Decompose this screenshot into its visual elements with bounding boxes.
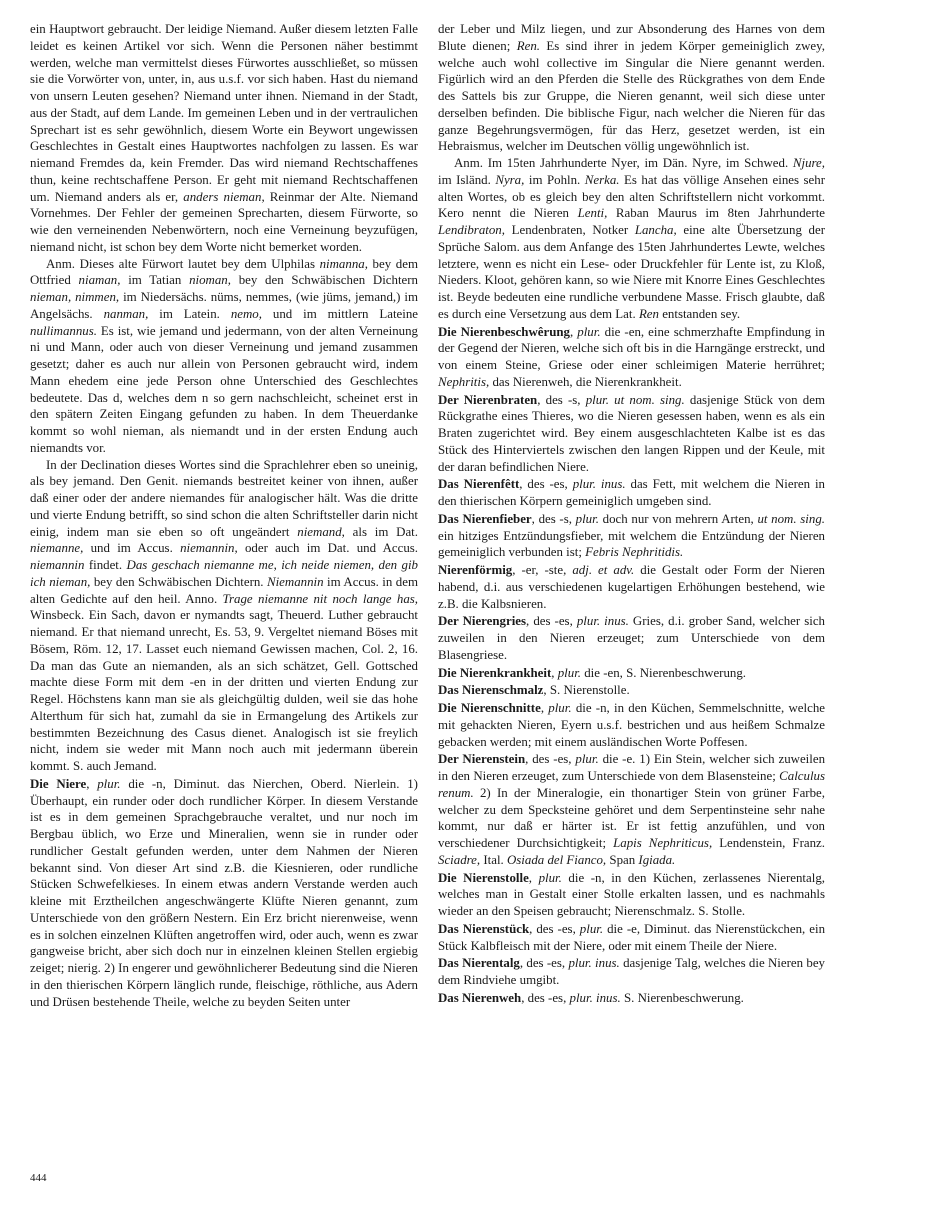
italic-text: plur. [575,752,599,767]
italic-text: Trage niemanne nit noch lange has, [222,591,418,606]
text-run: das Fett, mit welchem die Nieren in den thierischen Körpern gemeiniglich umgeben sind. [438,477,825,508]
text-run: , des -es, [521,990,570,1005]
dictionary-entry [438,700,825,750]
dictionary-entry [438,665,825,682]
annotation-paragraph [438,155,825,323]
text-run: , S. Nierenstolle. [543,683,630,698]
italic-text: plur. [579,921,604,936]
text-run: , des -s, [531,511,576,526]
text-run: dasjenige Talg, welches die Nieren bey dem Rindviehe umgibt. [438,956,825,987]
text-run: S. Nierenbeschwerung. [620,990,744,1005]
text-run: , [528,870,539,885]
dictionary-entry [438,476,825,510]
italic-text: plur. [548,701,572,715]
entry-headword: Das Nierenschmalz [438,683,544,698]
entry-headword: Die Nierenkrankheit [438,665,552,680]
italic-text: Igiada. [638,852,676,867]
text-run: die -n, in den Küchen, zerlassenes Nierentalg, welches man in Gestalt einer Stolle erkalten lassen, und es nachmahls wieder an den Speisen gebraucht; Nierenschmalz. S. Stolle. [438,870,825,918]
text-run: , [551,665,558,680]
text-run: dasjenige Stück von dem Rückgrathe eines Thieres, wo die Nieren gesessen haben, wenn es als ein Braten zugerichtet wird. Bey einem ausgeschlachteten Kalbe ist es das Stück des Hinterviertels zwischen den langen Rippen und der Keule, mit der daran befindlichen Niere. [438,392,825,474]
entry-headword: Die Nierenbeschwêrung [438,324,570,339]
dictionary-entry [438,751,825,868]
text-run: bey dem Ottfried [30,256,418,288]
text-run: eine alte Übersetzung der Sprüche Salom. aus dem Anfange des 15ten Jahrhundertes Lewte, welches letztere, wenn es nicht ein Lese- oder Druckfehler für Lente ist, zu Kloß, Nieders. Kloot, gehören kann, so wie Niere mit Knorre Eines Geschlechtes ist. Beyde bedeuten eine rundliche verbundene Masse. Frisch glaubte, daß es durch eine Versetzung aus dem Lat. [438,223,826,321]
text-run: und im Accus. [83,541,181,556]
text-run: der Leber und Milz liegen, und zur Absonderung des Harnes von dem Blute dienen; [438,22,825,53]
italic-text: Sciadre, [438,852,481,867]
entry-headword: Das Nierenfieber [438,511,532,526]
page-number: 444 [30,1172,47,1184]
italic-text: plur. inus. [576,614,629,629]
dictionary-entry [438,955,825,989]
text-run: Reinmar der Alte. Niemand Vornehmes. Der Fehler der gemeinen Sprecharten, diesem Fürworte, so wie den verneinenden Nebenwörtern, noch eine Verneinung beyzufügen, niemand nicht, ist schon bey dem Worte nicht bemerket worden. [30,189,418,254]
italic-text: Lenti, [577,206,608,221]
text-run: Winsbeck. Ein Sach, davon er nymandts sagt, Theuerd. Luther gebraucht niemand. Er that niemand unrecht, Es. 53, 9. Vergeltet niemand Böses mit Bösem, Röm. 12, 17. Lasset euch niemand Gewissen machen, Col. 2, 16. Da man das Gute an niemanden, als an sich schätzet, Gell. Gottsched machte diese Form mit dem -en in der dritten und vierten Endung zur Regel. Höchstens kann man sie als gleichgültig dulden, weil sie das hohe Alterthum für sich hat, zumahl da sie in Ermangelung des Artikels zur bestimmten Bezeichnung des Casus dienet. Analogisch ist sie freylich nicht, indem sie weder mit Mann noch auch mit jedermann überein kommt. S. auch Jemand. [30,608,418,773]
text-run: Ital. [480,852,507,867]
text-run: , des -es, [525,752,576,767]
italic-text: Das geschach niemanne me, ich neide niemen, den gib ich nieman, [30,558,418,589]
text-run: die -en, eine schmerzhafte Empfindung in der Gegend der Nieren, welche sich oft bis in die Harngänge erstreckt, und von einem Steine, Griese oder einer schleimigen Materie herrühret; [438,324,825,372]
text-run: 2) In der Mineralogie, ein thonartiger Stein von grüner Farbe, welcher zu dem Specksteine gehöret und dem Serpentinsteine sehr nahe kommt, nur daß er härter ist. Er ist fettig anzufühlen, und von verschiedener Durchsichtigkeit; [438,785,825,850]
entry-headword: Das Nierenfêtt [438,477,520,492]
entry-headword: Die Nierenstolle [438,870,529,885]
text-run: die Gestalt oder Form der Nieren habend, d.i. aus verschiedenen kugelartigen Erhöhungen bestehend, wie z.B. die Kalbsnieren. [438,563,825,611]
italic-text: Febris Nephritidis. [585,545,684,560]
text-run: im Accus. in dem alten Gedichte auf den heil. Anno. [30,574,418,606]
italic-text: plur. inus. [569,990,621,1005]
italic-text: niemannin, [180,541,238,556]
italic-text: Osiada del Fianco, [506,852,607,867]
text-run: , des -es, [519,477,573,492]
italic-text: Nephritis, [438,374,490,389]
text-run: , [570,324,578,339]
italic-text: nanman, [103,306,149,321]
text-run: , -er, -ste, [512,563,573,577]
text-run: findet. [84,558,127,572]
dictionary-entry [30,776,418,1011]
italic-text: Ren [638,306,659,321]
dictionary-entry [438,324,825,391]
text-run: die -en, S. Nierenbeschwerung. [581,665,747,680]
entry-headword: Der Nierenbraten [438,392,538,407]
text-run: im Latein. [148,306,231,321]
italic-text: ut nom. sing. [757,511,825,526]
italic-text: plur. ut nom. sing. [585,392,685,407]
dictionary-entry [438,392,825,476]
italic-text: Niemannin [267,574,324,589]
italic-text: Njure, [792,156,825,170]
italic-text: niemand, [297,524,345,539]
dictionary-entry [438,921,825,955]
italic-text: Nerka. [584,172,620,187]
entry-headword: Das Nierentalg [438,956,520,971]
text-run: In der Declination dieses Wortes sind die Sprachlehrer eben so uneinig, als bey jemand. Den Genit. niemands bestreitet keiner von ihnen, außer daß einer oder der andere niemandes für analogischer hält. Was die dritte und vierte Endung betrifft, so sind schon die alten Schriftsteller darin nicht einig, indem man sie eben so oft ungeändert [30,457,418,539]
body-paragraph [30,21,418,256]
dictionary-entry [438,870,825,920]
text-run: Raban Maurus im 8ten Jahrhunderte [607,206,825,221]
entry-headword: Die Niere [30,776,87,791]
text-run: oder auch im Dat. und Accus. [237,541,419,556]
italic-text: anders nieman, [183,189,265,204]
text-run: die -e, Diminut. das Nierenstückchen, ein Stück Kalbfleisch mit der Niere, oder mit einem Theile der Niere. [438,921,826,953]
text-run: Es hat das völlige Ansehen eines sehr alten Wortes, ob es gleich bey den alten Schriftstellern nicht vorkommt. Kero nennt die Nieren [438,172,825,221]
dictionary-entry [438,613,825,663]
dictionary-entry [438,682,825,699]
text-run: Gries, d.i. grober Sand, welcher sich zuweilen in den Nieren erzeuget; zum Unterschiede von dem Blasengriese. [438,614,825,662]
text-run: im Pohln. [524,172,585,187]
text-run: die -e. 1) Ein Stein, welcher sich zuweilen in den Nieren erzeuget, zum Unterschiede von dem Blasensteine; [438,752,826,783]
italic-text: nemo, [230,306,262,321]
text-run: die -n, Diminut. das Nierchen, Oberd. Nierlein. 1) Überhaupt, ein runder oder doch rundlicher Körper. In diesem Verstande ist es in dem gemeinen Sprachgebrauche veraltet, und nur noch im Bergbau üblich, wo Erze und Mineralien, wenn sie in runder oder rundlicher Gestalt gefunden werden, unter dem Nahmen der Nieren bekannt sind. Von dieser Art sind z.B. die Kiesnieren, oder rundliche Stücken Schwefelkieses. In einem etwas andern Verstande werden auch kleine mit Erztheilchen angeschwängerte Klüfte Nieren genannt, zum Unterschiede von den größern Nestern. Ein Erz bricht nierenweise, wenn es in solchen einzelnen Klüften angetroffen wird, oder auch, wenn es zwar gangweise bricht, aber sich doch nur in einzelnen kleinen Stellen ergiebig zeiget; nierig. 2) In engerer und gewöhnlicherer Bedeutung sind die Nieren in den thierischen Körpern länglich runde, fleischige, röthliche, aus Adern und Drüsen bestehende Theile, welche zu beyden Seiten unter [30,776,418,1009]
text-run: das Nierenweh, die Nierenkrankheit. [489,374,682,389]
italic-text: plur. [577,324,601,339]
entry-headword: Der Nierenstein [438,752,526,767]
italic-text: Ren. [516,38,540,53]
italic-text: plur. [557,665,582,680]
text-run: , [540,701,549,715]
italic-text: plur. [575,511,599,526]
italic-text: Lendibraton, [438,223,505,237]
italic-text: Nyra, [495,172,525,187]
italic-text: nieman, nimmen, [30,290,120,304]
annotation-paragraph [30,256,418,457]
text-run: Es sind ihrer in jedem Körper gemeiniglich zwey, welche auch wohl collective im Singular die Niere genannt werden. Figürlich wird an den Pferden die Stelle des Rückgrathes von dem Ende des Sattels bis zur Gruppe, die Nieren genannt, weil sich diese unter derselben befinden. Die biblische Figur, nach welcher die Nieren für das ganze Begehrungsvermögen, für das Herz, gesetzet werden, ist ein Hebraismus, welcher im Deutschen völlig ungewöhnlich ist. [438,38,825,154]
italic-text: plur. [538,870,562,885]
text-run: Anm. Dieses alte Fürwort lautet bey dem Ulphilas [46,256,320,271]
text-run: im Niedersächs. nüms, nemmes, (wie jüms, jemand,) im Angelsächs. [30,290,418,321]
text-run: , des -s, [537,392,586,407]
text-run: Lendenbraten, Notker [504,223,635,237]
right-column [438,21,825,1007]
text-run: entstanden sey. [658,306,741,321]
italic-text: adj. et adv. [572,563,635,577]
text-run: und im mittlern Lateine [261,306,418,321]
italic-text: nimanna, [319,256,368,271]
text-run: , [86,776,98,791]
text-run: , des -es, [519,956,569,971]
italic-text: Calculus renum. [438,769,825,800]
entry-headword: Das Nierenstück [438,921,530,936]
entry-headword: Die Nierenschnitte [438,701,541,715]
body-paragraph [438,21,825,155]
italic-text: plur. [97,776,121,791]
text-run: ein Hauptwort gebraucht. Der leidige Niemand. Außer diesem letzten Falle leidet es keinen Artikel vor sich. Wenn die Personen näher bestimmt werden, welche man vermittelst dieses Fürwortes ausschließet, so müssen sie die Vorwörter von, unter, in, aus u.s.f. vor sich haben. Hast du niemand von unsern Leuten gesehen? Niemand unter ihnen. Niemand in der Stadt, aus der Stadt, auf dem Lande. Im gemeinen Leben und in der vertraulichen Sprechart ist es sehr gewöhnlich, diesem Worte ein Beywort ungewissen Geschlechtes in Gestalt eines Hauptwortes nachfolgen zu lassen. Es war niemand Fremdes da, kein Fremder. Das wird niemand Rechtschaffenes thun, keine rechtschaffene Person. Er geht mit niemand Rechtschaffenen um. Niemand anders als er, [30,22,418,204]
text-run: Lendenstein, Franz. [712,836,825,850]
entry-headword: Das Nierenweh [438,990,522,1005]
dictionary-entry [438,511,825,561]
italic-text: nullimannus. [30,323,97,338]
dictionary-entry [438,562,825,612]
italic-text: plur. inus. [568,956,620,971]
text-run: Anm. Im 15ten Jahrhunderte Nyer, im Dän. Nyre, im Schwed. [454,156,793,170]
text-run: ein hitziges Entzündungsfieber, mit welchem die Entzündung der Nieren gemeiniglich verbunden ist; [438,528,825,560]
italic-text: Lapis Nephriticus, [613,836,713,850]
italic-text: niemanne, [30,541,84,556]
text-run: Span [606,852,639,867]
italic-text: niaman, [78,273,121,288]
italic-text: nioman, [189,273,231,288]
entry-headword: Nierenförmig [438,563,513,577]
left-column [30,21,418,1010]
annotation-paragraph [30,457,418,775]
text-run: als im Dat. [344,524,418,539]
text-run: bey den Schwäbischen Dichtern [230,273,418,288]
italic-text: Lancha, [634,223,677,237]
text-run: im Isländ. [438,172,496,187]
dictionary-entry [438,990,825,1007]
text-run: im Tatian [120,273,190,288]
text-run: Es ist, wie jemand und jedermann, von der alten Verneinung ni und Mann, oder auch von dieser Verneinung und jemand zusammen gesetzt; daher es auch nur allein von Personen gebraucht wird, indem Mann ehedem eine jede Person ohne Unterschied des Geschlechtes bedeutete. Das d, welches dem n so gern nachschleicht, scheinet erst in den spätern Zeiten Eingang gefunden zu haben. In dem Theuerdanke kommt so wohl nieman, als niemandt und in der ersten Endung auch niemandts vor. [30,323,418,455]
text-run: doch nur von mehrern Arten, [598,511,758,526]
italic-text: plur. inus. [572,477,626,492]
italic-text: niemannin [30,558,85,572]
text-run: , des -es, [529,921,580,936]
entry-headword: Der Nierengries [438,614,527,629]
text-run: die -n, in den Küchen, Semmelschnitte, welche mit gehackten Nieren, Eyern u.s.f. bestrichen und aus heißem Schmalze gebacken werden; mit einem ausländischen Worte Poffesen. [438,701,825,749]
text-run: bey den Schwäbischen Dichtern. [90,574,267,589]
text-run: , des -es, [526,614,577,629]
